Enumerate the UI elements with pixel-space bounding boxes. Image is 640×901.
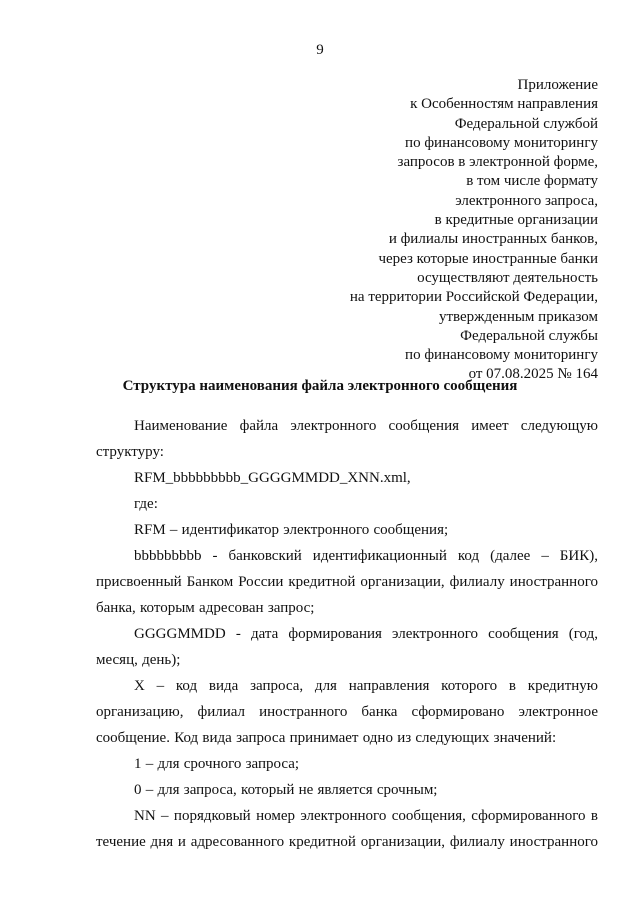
annex-line: запросов в электронной форме, xyxy=(397,154,598,171)
annex-header xyxy=(298,76,598,385)
paragraph-intro: Наименование файла электронного сообщения имеет следующую структуру: xyxy=(96,418,598,460)
paragraph-filename-pattern: RFM_bbbbbbbbb_GGGGMMDD_XNN.xml, xyxy=(134,470,411,486)
annex-line: по финансовому мониторингу xyxy=(405,347,598,364)
page-number: 9 xyxy=(316,42,324,58)
document-body xyxy=(96,413,598,855)
paragraph-date: GGGGMMDD - дата формирования электронного сообщения (год, месяц, день); xyxy=(96,626,598,668)
annex-line: утвержденным приказом xyxy=(438,308,598,325)
annex-line: электронного запроса, xyxy=(455,192,598,209)
paragraph-bik: bbbbbbbbb - банковский идентификационный код (далее – БИК), присвоенный Банком России кредитной организации, филиалу иностранного банка, которым адресован запрос; xyxy=(96,548,598,616)
paragraph-rfm: RFM – идентификатор электронного сообщения; xyxy=(134,522,449,538)
paragraph-where: где: xyxy=(134,496,158,512)
annex-line: и филиалы иностранных банков, xyxy=(388,231,598,248)
annex-line: по финансовому мониторингу xyxy=(405,134,598,151)
paragraph-urgent: 1 – для срочного запроса; xyxy=(134,756,300,772)
paragraph-not-urgent: 0 – для запроса, который не является срочным; xyxy=(134,782,438,798)
annex-line: Федеральной службы xyxy=(460,327,598,344)
document-title: Структура наименования файла электронного сообщения xyxy=(122,378,518,394)
annex-line: в том числе формату xyxy=(466,173,598,190)
annex-line: в кредитные организации xyxy=(434,212,598,229)
paragraph-request-code: X – код вида запроса, для направления которого в кредитную организацию, филиал иностранного банка сформировано электронное сообщение. Код вида запроса принимает одно из следующих значений: xyxy=(96,678,598,746)
paragraph-sequence-number: NN – порядковый номер электронного сообщения, сформированного в течение дня и адресованного кредитной организации, филиалу иностранного xyxy=(96,808,598,850)
annex-line: через которые иностранные банки xyxy=(378,250,598,267)
annex-line: осуществляют деятельность xyxy=(417,269,598,286)
annex-line: от 07.08.2025 № 164 xyxy=(468,366,598,383)
annex-line: на территории Российской Федерации, xyxy=(349,289,598,306)
annex-line: Федеральной службой xyxy=(454,115,598,132)
annex-line: к Особенностям направления xyxy=(410,96,598,113)
annex-line: Приложение xyxy=(517,77,598,93)
